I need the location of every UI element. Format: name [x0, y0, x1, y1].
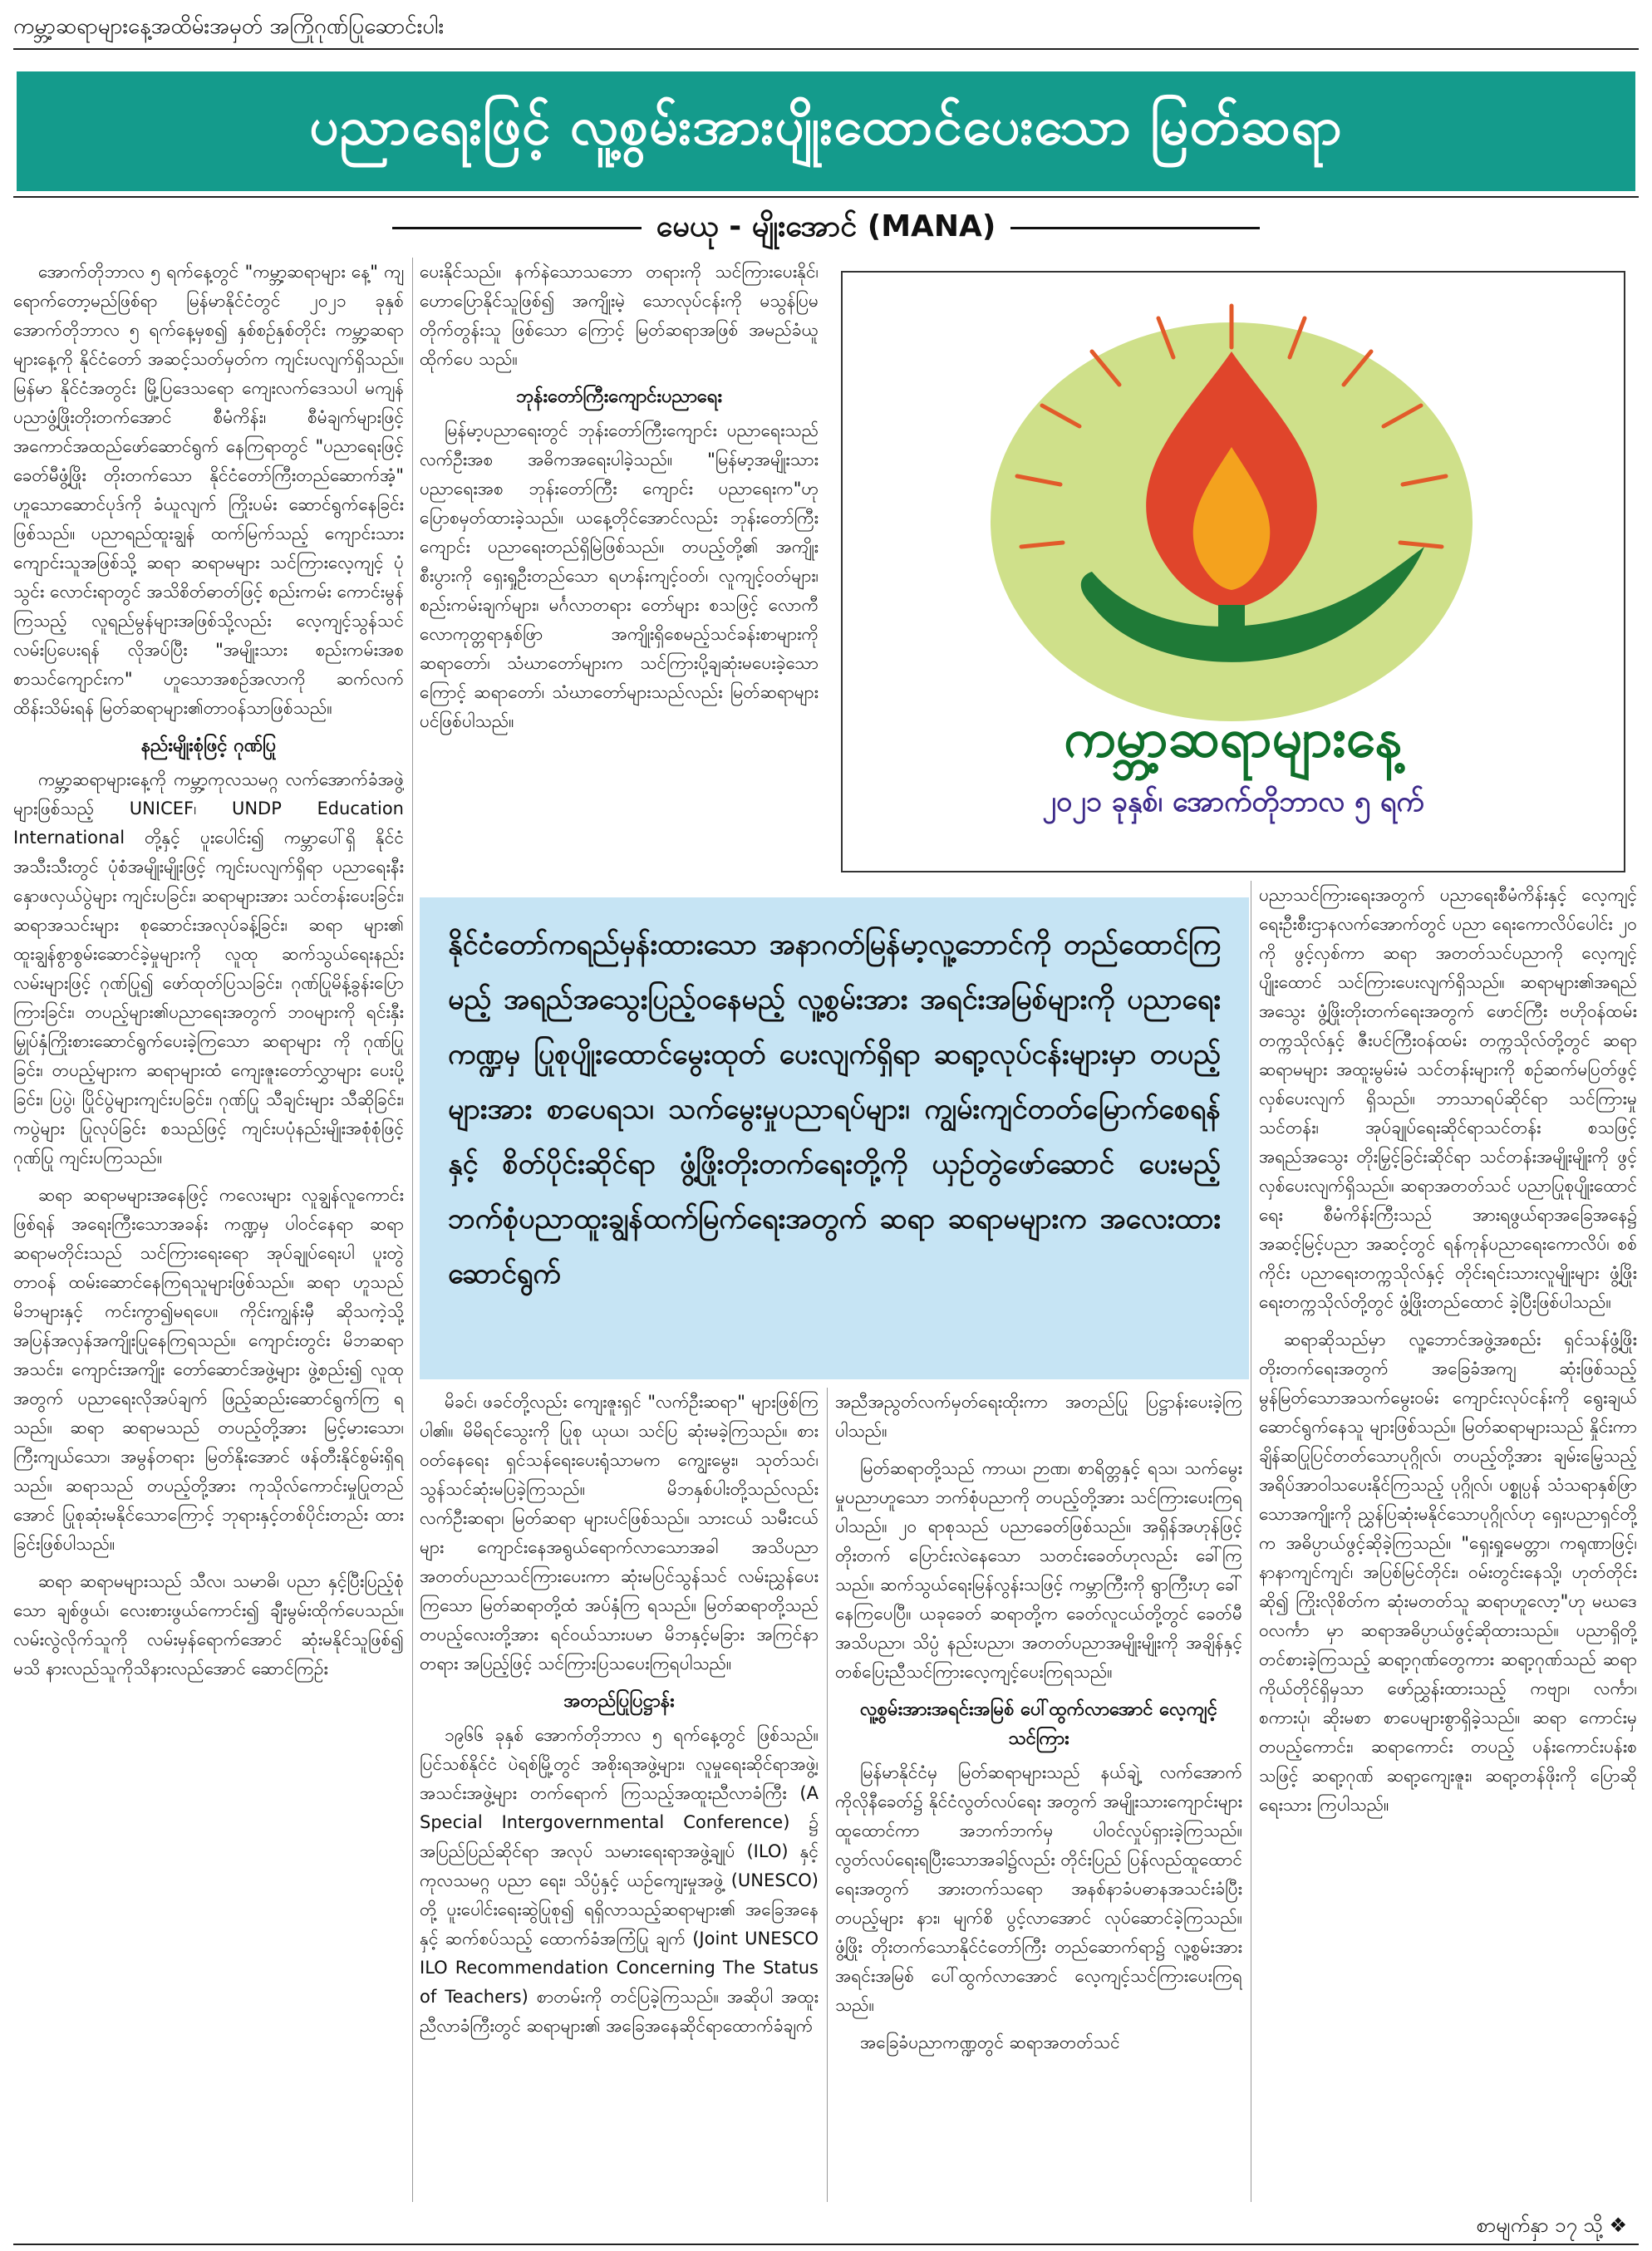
top-rule — [13, 48, 1639, 50]
col2-paragraph: ပေးနိုင်သည်။ နက်နဲသောသဘော တရားကို သင်ကြားပေးနိုင်၊ ဟောပြောနိုင်သူဖြစ်၍ အကျိုးမဲ့ သောလုပ်ငန်းကို မသွန်ပြမတိုက်တွန်းသူ ဖြစ်သော ကြောင့် မြတ်ဆရာအဖြစ် အမည်ခံယူထိုက်ပေ သည်။ — [420, 262, 819, 369]
col1-paragraph: ဆရာ ဆရာမများအနေဖြင့် ကလေးများ လူချွန်လူကောင်းဖြစ်ရန် အရေးကြီးသောအခန်း ကဏ္ဍမှ ပါဝင်နေရာ ဆရာ ဆရာမတိုင်းသည် သင်ကြားရေးရော အုပ်ချုပ်ရေးပါ ပူးတွဲတာဝန် ထမ်းဆောင်နေကြရသူများဖြစ်သည်။ ဆရာ ဟူသည် မိဘများနှင့် ကင်းကွာ၍မရပေ။ ကိုင်းကျွန်းမှီ ဆိုသကဲ့သို့ အပြန်အလှန်အကျိုးပြုနေကြရသည်။ ကျောင်းတွင်း မိဘဆရာအသင်း၊ ကျောင်းအကျိုး တော်ဆောင်အဖွဲ့များ ဖွဲ့စည်း၍ လူထုအတွက် ပညာရေးလိုအပ်ချက် ဖြည့်ဆည်းဆောင်ရွက်ကြ ရသည်။ ဆရာ ဆရာမသည် တပည့်တို့အား မြင့်မားသော၊ ကြီးကျယ်သော၊ အမွန်တရား မြတ်နိုးအောင် ဖန်တီးနိုင်စွမ်းရှိရသည်။ ဆရာသည် တပည့်တို့အား ကုသိုလ်ကောင်းမှုပြုတည်အောင် ပြုစုဆုံးမနိုင်သောကြောင့် ဘုရားနှင့်တစ်ပိုင်းတည်း ထားခြင်းဖြစ်ပါသည်။ — [13, 1185, 404, 1554]
column-divider — [412, 258, 413, 2202]
section-heading-2: ဘုန်းတော်ကြီးကျောင်းပညာရေး — [515, 386, 723, 407]
hand-stem — [1218, 605, 1245, 630]
col4-paragraph: ပညာသင်ကြားရေးအတွက် ပညာရေးစီမံကိန်းနှင့် လေ့ကျင့်ရေးဦးစီးဌာနလက်အောက်တွင် ပညာ ရေးကောလိပ်ပေါင်း ၂၀ ကို ဖွင့်လှစ်ကာ ဆရာ အတတ်သင်ပညာကို လေ့ကျင့်ပျိုးထောင် သင်ကြားပေးလျက်ရှိသည်။ ဆရာများ၏အရည် အသွေး ဖွံ့ဖြိုးတိုးတက်ရေးအတွက် ဖောင်ကြီး ဗဟိုဝန်ထမ်းတက္ကသိုလ်နှင့် ဇီးပင်ကြီးဝန်ထမ်း တက္ကသိုလ်တို့တွင် ဆရာ ဆရာမများ အထူးမွမ်းမံ သင်တန်းများကို စဉ်ဆက်မပြတ်ဖွင့်လှစ်ပေးလျက် ရှိသည်။ ဘာသာရပ်ဆိုင်ရာ သင်ကြားမှုသင်တန်း၊ အုပ်ချုပ်ရေးဆိုင်ရာသင်တန်း စသဖြင့်အရည်အသွေး တိုးမြှင့်ခြင်းဆိုင်ရာ သင်တန်းအမျိုးမျိုးကို ဖွင့်လှစ်ပေးလျက်ရှိသည်။ ဆရာအတတ်သင် ပညာပြုစုပျိုးထောင်ရေး စီမံကိန်းကြီးသည် အားရဖွယ်ရာအခြေအနေ၌ အဆင့်မြင့်ပညာ အဆင့်တွင် ရန်ကုန်ပညာရေးကောလိပ်၊ စစ်ကိုင်း ပညာရေးတက္ကသိုလ်နှင့် တိုင်းရင်းသားလူမျိုးများ ဖွံ့ဖြိုးရေးတက္ကသိုလ်တို့တွင် ဖွံ့ဖြိုးတည်ထောင် ခဲ့ပြီးဖြစ်ပါသည်။ — [1259, 885, 1637, 1312]
byline-bar-left — [392, 227, 642, 229]
column-4 — [1259, 881, 1637, 2202]
column-2-lower — [420, 1388, 819, 2202]
logo-date: ၂၀၂၁ ခုနှစ်၊ အောက်တိုဘာလ ၅ ရက် — [1042, 785, 1424, 818]
headline-rule — [13, 196, 1639, 198]
column-2-upper — [420, 258, 819, 889]
col1-paragraph: ကမ္ဘာ့ဆရာများနေ့ကို ကမ္ဘာ့ကုလသမဂ္ဂ လက်အောက်ခံအဖွဲ့များဖြစ်သည့် UNICEF၊ UNDP Education International တို့နှင့် ပူးပေါင်း၍ ကမ္ဘာပေါ်ရှိ နိုင်ငံအသီးသီးတွင် ပုံစံအမျိုးမျိုးဖြင့် ကျင်းပလျက်ရှိရာ ပညာရေးနီးနှောဖလှယ်ပွဲများ ကျင်းပခြင်း၊ ဆရာများအား သင်တန်းပေးခြင်း၊ ဆရာအသင်းများ စုဆောင်းအလုပ်ခန့်ခြင်း၊ ဆရာ များ၏ ထူးချွန်စွာစွမ်းဆောင်ခဲ့မှုများကို လူထု ဆက်သွယ်ရေးနည်းလမ်းများဖြင့် ဂုဏ်ပြု၍ ဖော်ထုတ်ပြသခြင်း၊ ဂုဏ်ပြုမိန့်ခွန်းပြောကြားခြင်း၊ တပည့်များ၏ပညာရေးအတွက် ဘဝများကို ရင်းနှီး မြှုပ်နှံကြိုးစားဆောင်ရွက်ပေးခဲ့ကြသော ဆရာများ ကို ဂုဏ်ပြုခြင်း၊ တပည့်များက ဆရာများထံ ကျေးဇူးတော်လွှာများ ပေးပို့ခြင်း၊ ပြပွဲ၊ ပြိုင်ပွဲများကျင်းပခြင်း၊ ဂုဏ်ပြု သီချင်းများ သီဆိုခြင်း၊ ကပွဲများ ပြုလုပ်ခြင်း စသည်ဖြင့် ကျင်းပပုံနည်းမျိုးအစုံစုံဖြင့် ဂုဏ်ပြု ကျင်းပကြသည်။ — [13, 769, 404, 1167]
col1-paragraph: အောက်တိုဘာလ ၅ ရက်နေ့တွင် "ကမ္ဘာ့ဆရာများ နေ့" ကျရောက်တော့မည်ဖြစ်ရာ မြန်မာနိုင်ငံတွင် ၂၀၂၁ ခုနှစ် အောက်တိုဘာလ ၅ ရက်နေ့မှစ၍ နှစ်စဉ်နှစ်တိုင်း ကမ္ဘာ့ဆရာများနေ့ကို နိုင်ငံတော် အဆင့်သတ်မှတ်က ကျင်းပလျက်ရှိသည်။ မြန်မာ နိုင်ငံအတွင်း မြို့ပြဒေသရော ကျေးလက်ဒေသပါ မကျန် ပညာဖွံ့ဖြိုးတိုးတက်အောင် စီမံကိန်း၊ စီမံချက်များဖြင့် အကောင်အထည်ဖော်ဆောင်ရွက် နေကြရာတွင် "ပညာရေးဖြင့် ခေတ်မီဖွံ့ဖြိုး တိုးတက်သော နိုင်ငံတော်ကြီးတည်ဆောက်အံ့" ဟူသောဆောင်ပုဒ်ကို ခံယူလျက် ကြိုးပမ်း ဆောင်ရွက်နေခြင်းဖြစ်သည်။ ပညာရည်ထူးချွန် ထက်မြက်သည့် ကျောင်းသား ကျောင်းသူအဖြစ်သို့ ဆရာ ဆရာမများ သင်ကြားလေ့ကျင့် ပုံသွင်း လောင်းရာတွင် အသိစိတ်ဓာတ်ဖြင့် စည်းကမ်း ကောင်းမွန်ကြသည့် လူရည်မွန်များအဖြစ်သို့လည်း လေ့ကျင့်သွန်သင်လမ်းပြပေးရန် လိုအပ်ပြီး "အမျိုးသား စည်းကမ်းအစ စာသင်ကျောင်းက" ဟူသောအစဉ်အလာကို ဆက်လက်ထိန်းသိမ်းရန် မြတ်ဆရာများ၏တာဝန်သာဖြစ်သည်။ — [13, 262, 404, 718]
byline-bar-right — [1010, 227, 1260, 229]
bottom-rule — [13, 2244, 1639, 2245]
byline — [0, 206, 1652, 251]
col2-paragraph: ၁၉၆၆ ခုနှစ် အောက်တိုဘာလ ၅ ရက်နေ့တွင် ဖြစ်သည်။ ပြင်သစ်နိုင်ငံ ပဲရစ်မြို့တွင် အစိုးရအဖွဲ့များ၊ လူမှုရေးဆိုင်ရာအဖွဲ့၊ အသင်းအဖွဲ့များ တက်ရောက် ကြသည့်အထူးညီလာခံကြီး (A Special Intergovernmental Conference) ၌ အပြည်ပြည်ဆိုင်ရာ အလုပ် သမားရေးရာအဖွဲ့ချုပ် (ILO) နှင့် ကုလသမဂ္ဂ ပညာ ရေး၊ သိပ္ပံနှင့် ယဉ်ကျေးမှုအဖွဲ့ (UNESCO) တို့ ပူးပေါင်းရေးဆွဲပြုစု၍ ရရှိလာသည့်ဆရာများ၏ အခြေအနေနှင့် ဆက်စပ်သည့် ထောက်ခံအကြံပြု ချက် (Joint UNESCO ILO Recommendation Concerning The Status of Teachers) စာတမ်းကို တင်ပြခဲ့ကြသည်။ အဆိုပါ အထူးညီလာခံကြီးတွင် ဆရာများ၏ အခြေအနေဆိုင်ရာထောက်ခံချက် — [420, 1725, 819, 2036]
headline-banner — [17, 71, 1635, 191]
section-heading-4: လူ့စွမ်းအားအရင်းအမြစ် ပေါ်ထွက်လာအောင် လေ့ကျင့်သင်ကြား — [860, 1699, 1217, 1749]
section-heading-3: အတည်ပြုပြဋ္ဌာန်း — [563, 1691, 675, 1712]
section-heading-1: နည်းမျိုးစုံဖြင့် ဂုဏ်ပြု — [140, 735, 277, 756]
column-1 — [13, 258, 404, 2202]
headline: ပညာရေးဖြင့် လူ့စွမ်းအားပျိုးထောင်ပေးသော မြတ်ဆရာ — [309, 95, 1343, 156]
teachers-day-logo — [841, 271, 1625, 872]
byline-text: မေယု - မျိုးအောင် (MANA) — [656, 209, 996, 243]
col3-paragraph: မြန်မာနိုင်ငံမှ မြတ်ဆရာများသည် နယ်ချဲ့ လက်အောက် ကိုလိုနီခေတ်၌ နိုင်ငံလွတ်လပ်ရေး အတွက် အမျိုးသားကျောင်းများ ထူထောင်ကာ အဘက်ဘက်မှ ပါဝင်လှုပ်ရှားခဲ့ကြသည်။ လွတ်လပ်ရေးရပြီးသောအခါ၌လည်း တိုင်းပြည် ပြန်လည်ထူထောင်ရေးအတွက် အားတက်သရော အနစ်နာခံပဓာနအသင်းခံပြီး တပည့်များ နား၊ မျက်စိ ပွင့်လာအောင် လုပ်ဆောင်ခဲ့ကြသည်။ ဖွံ့ဖြိုး တိုးတက်သောနိုင်ငံတော်ကြီး တည်ဆောက်ရာ၌ လူ့စွမ်းအားအရင်းအမြစ် ပေါ်ထွက်လာအောင် လေ့ကျင့်သင်ကြားပေးကြရသည်။ — [835, 1762, 1242, 2015]
col2-paragraph: မိခင်၊ ဖခင်တို့လည်း ကျေးဇူးရှင် "လက်ဦးဆရာ" များဖြစ်ကြပါ၏။ မိမိရင်သွေးကို ပြုစု ယုယ၊ သင်ပြ ဆုံးမခဲ့ကြသည်။ စားဝတ်နေရေး ရှင်သန်ရေးပေးရုံသာမက ကျွေးမွေး၊ သုတ်သင်၊ သွန်သင်ဆုံးမပြခဲ့ကြသည်။ မိဘနှစ်ပါးတို့သည်လည်း လက်ဦးဆရာ၊ မြတ်ဆရာ များပင်ဖြစ်သည်။ သားငယ် သမီးငယ်များ ကျောင်းနေအရွယ်ရောက်လာသောအခါ အသိပညာ အတတ်ပညာသင်ကြားပေးကာ ဆုံးမပြင်သွန်သင် လမ်းညွှန်ပေးကြသော မြတ်ဆရာတို့ထံ အပ်နှံကြ ရသည်။ မြတ်ဆရာတို့သည် တပည့်လေးတို့အား ရင်ဝယ်သားပမာ မိဘနှင့်မခြား အကြင်နာတရား အပြည့်ဖြင့် သင်ကြားပြသပေးကြရပါသည်။ — [420, 1392, 819, 1674]
col3-paragraph: အညီအညွတ်လက်မှတ်ရေးထိုးကာ အတည်ပြု ပြဋ္ဌာန်းပေးခဲ့ကြပါသည်။ — [835, 1392, 1242, 1441]
col1-paragraph: ဆရာ ဆရာမများသည် သီလ၊ သမာဓိ၊ ပညာ နှင့်ပြီးပြည့်စုံသော ချစ်ဖွယ်၊ လေးစားဖွယ်ကောင်း၍ ချီးမွမ်းထိုက်ပေသည်။ လမ်းလွဲလိုက်သူကို လမ်းမှန်ရောက်အောင် ဆုံးမနိုင်သူဖြစ်၍ မသိ နားလည်သူကိုသိနားလည်အောင် ဆောင်ကြဉ်း — [13, 1571, 404, 1678]
continued-on-page: စာမျက်နှာ ၁၇ သို့ ❖ — [1476, 2214, 1627, 2237]
logo-title: ကမ္ဘာ့ဆရာများနေ့ — [1064, 708, 1403, 769]
column-3 — [835, 1388, 1242, 2202]
col4-paragraph: ဆရာဆိုသည်မှာ လူ့ဘောင်အဖွဲ့အစည်း ရှင်သန်ဖွံ့ဖြိုးတိုးတက်ရေးအတွက် အခြေခံအကျ ဆုံးဖြစ်သည့် မွန်မြတ်သောအသက်မွေးဝမ်း ကျောင်းလုပ်ငန်းကို ရွေးချယ်ဆောင်ရွက်နေသူ များဖြစ်သည်။ မြတ်ဆရာများသည် နှိုင်းကာ ချိန်ဆပြုပြင်တတ်သောပုဂ္ဂိုလ်၊ တပည့်တို့အား ချမ်းမြေ့သည့် အရိပ်အာဝါသပေးနိုင်ကြသည့် ပုဂ္ဂိုလ်၊ ပစ္စုပ္ပန် သံသရာနှစ်ဖြာသောအကျိုးကို ညွှန်ပြဆုံးမနိုင်သောပုဂ္ဂိုလ်ဟု ရှေးပညာရှင်တို့က အဓိပ္ပာယ်ဖွင့်ဆိုခဲ့ကြသည်။ "ရှေးရှုမေတ္တာ၊ ကရုဏာဖြင့်၊ နာနာကျင်ကျင်၊ အပြစ်မြင်တိုင်း၊ ဝမ်းတွင်းနေသို့၊ ဟုတ်တိုင်းဆို၍ ကြိုးလိုစိတ်က ဆုံးမတတ်သူ ဆရာဟူလော့"ဟု မဃဒေဝလင်္ကာ မှာ ဆရာအဓိပ္ပာယ်ဖွင့်ဆိုထားသည်။ ပညာရှိတို့ တင်စားခဲ့ကြသည့် ဆရာ့ဂုဏ်တွေကား ဆရာ့ဂုဏ်သည် ဆရာ ကိုယ်တိုင်ရှိမှသာ ဖော်ညွှန်းထားသည့် ကဗျာ၊ လင်္ကာ၊ စကားပုံ၊ ဆိုးမစာ စာပေများစွာရှိခဲ့သည်။ ဆရာ ကောင်းမှ တပည့်ကောင်း၊ ဆရာကောင်း တပည့် ပန်းကောင်းပန်းစသဖြင့် ဆရာ့ဂုဏ် ဆရာ့ကျေးဇူး၊ ဆရာ့တန်ဖိုးကို ပြောဆိုရေးသား ကြပါသည်။ — [1259, 1329, 1637, 1815]
col3-paragraph: အခြေခံပညာကဏ္ဍတွင် ဆရာအတတ်သင် — [860, 2032, 1120, 2052]
col2-paragraph: မြန်မာ့ပညာရေးတွင် ဘုန်းတော်ကြီးကျောင်း ပညာရေးသည် လက်ဦးအစ အဓိကအရေးပါခဲ့သည်။ "မြန်မာ့အမျိုးသား ပညာရေးအစ ဘုန်းတော်ကြီး ကျောင်း ပညာရေးက"ဟု ပြောစမှတ်ထားခဲ့သည်။ ယနေ့တိုင်အောင်လည်း ဘုန်းတော်ကြီးကျောင်း ပညာရေးတည်ရှိမြဲဖြစ်သည်။ တပည့်တို့၏ အကျိုး စီးပွားကို ရှေးရှုဦးတည်သော ရဟန်းကျင့်ဝတ်၊ လူကျင့်ဝတ်များ၊ စည်းကမ်းချက်များ၊ မင်္ဂလာတရား တော်များ စသဖြင့် လောကီ လောကုတ္တရာနှစ်ဖြာ အကျိုးရှိစေမည့်သင်ခန်းစာများကို ဆရာတော်၊ သံဃာတော်များက သင်ကြားပို့ချဆုံးမပေးခဲ့သော ကြောင့် ဆရာတော်၊ သံဃာတော်များသည်လည်း မြတ်ဆရာများပင်ဖြစ်ပါသည်။ — [420, 420, 819, 731]
pull-quote: နိုင်ငံတော်ကရည်မှန်းထားသော အနာဂတ်မြန်မာ့လူ့ဘောင်ကို တည်ထောင်ကြမည့် အရည်အသွေးပြည့်ဝနေမည့် လူ့စွမ်းအား အရင်းအမြစ်များကို ပညာရေးကဏ္ဍမှ ပြုစုပျိုးထောင်မွေးထုတ် ပေးလျက်ရှိရာ ဆရာ့လုပ်ငန်းများမှာ တပည့်များအား စာပေရသ၊ သက်မွေးမှုပညာရပ်များ၊ ကျွမ်းကျင်တတ်မြောက်စေရန်နှင့် စိတ်ပိုင်းဆိုင်ရာ ဖွံ့ဖြိုးတိုးတက်ရေးတို့ကို ယှဉ်တွဲဖော်ဆောင် ပေးမည့် ဘက်စုံပညာထူးချွန်ထက်မြက်ရေးအတွက် ဆရာ ဆရာမများက အလေးထားဆောင်ရွက် — [420, 897, 1249, 1379]
series-title: ကမ္ဘာ့ဆရာများနေ့အထိမ်းအမှတ် အကြိုဂုဏ်ပြုဆောင်းပါး — [13, 14, 445, 39]
column-divider — [827, 1388, 828, 2202]
col3-paragraph: မြတ်ဆရာတို့သည် ကာယ၊ ဉာဏ၊ စာရိတ္တနှင့် ရသ၊ သက်မွေးမှုပညာဟူသော ဘက်စုံပညာကို တပည့်တို့အား သင်ကြားပေးကြရပါသည်။ ၂၀ ရာစုသည် ပညာခေတ်ဖြစ်သည်။ အရှိန်အဟုန်ဖြင့် တိုးတက် ပြောင်းလဲနေသော သတင်းခေတ်ဟုလည်း ခေါ်ကြ သည်။ ဆက်သွယ်ရေးမြန်လွန်းသဖြင့် ကမ္ဘာကြီးကို ရွာကြီးဟု ခေါ်နေကြပေပြီ။ ယခုခေတ် ဆရာတို့က ခေတ်လူငယ်တို့တွင် ခေတ်မီအသိပညာ၊ သိပ္ပံ နည်းပညာ၊ အတတ်ပညာအမျိုးမျိုးကို အချိန်နှင့် တစ်ပြေးညီသင်ကြားလေ့ကျင့်ပေးကြရသည်။ — [835, 1458, 1242, 1682]
